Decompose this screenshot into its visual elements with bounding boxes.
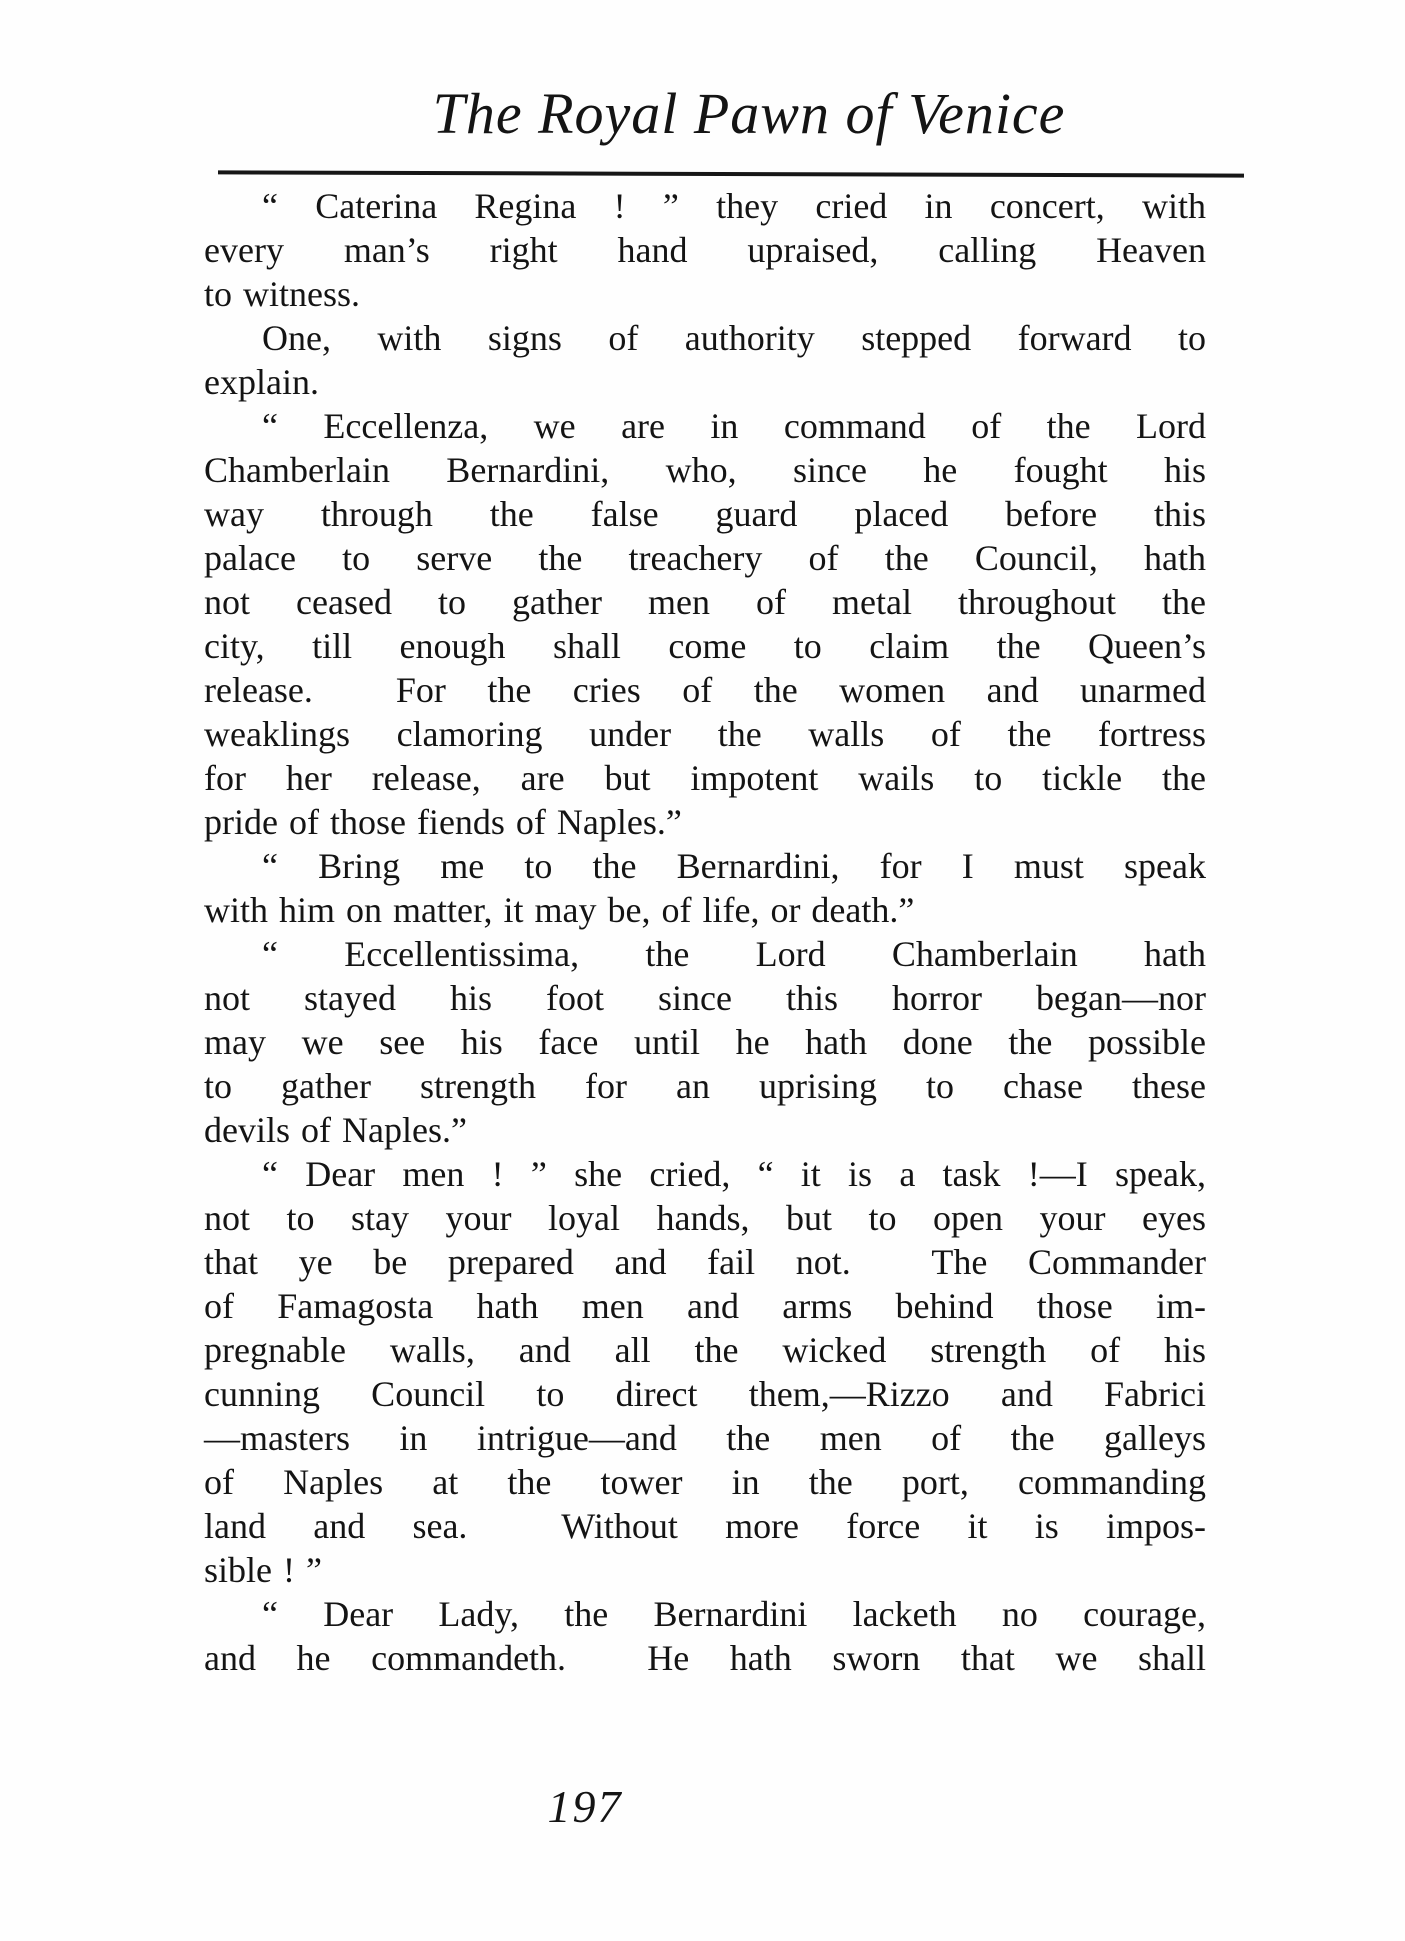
- text-line: “ Dear men ! ” she cried, “ it is a task !—I speak,: [262, 1154, 1206, 1194]
- paragraph: [204, 404, 1206, 844]
- text-line: not ceased to gather men of metal throughout the: [204, 582, 1206, 622]
- text-line: and he commandeth. He hath sworn that we shall: [204, 1638, 1206, 1678]
- text-line: weaklings clamoring under the walls of the fortress: [204, 714, 1206, 754]
- text-line: for her release, are but impotent wails to tickle the: [204, 758, 1206, 798]
- text-line: that ye be prepared and fail not. The Commander: [204, 1242, 1206, 1282]
- text-line: sible ! ”: [204, 1550, 322, 1590]
- body-text: [204, 184, 1206, 1680]
- text-line: pregnable walls, and all the wicked strength of his: [204, 1330, 1206, 1370]
- text-line: cunning Council to direct them,—Rizzo and Fabrici: [204, 1374, 1206, 1414]
- text-line: One, with signs of authority stepped forward to: [262, 318, 1206, 358]
- text-line: to witness.: [204, 274, 361, 314]
- paragraph: [204, 316, 1206, 404]
- text-line: not to stay your loyal hands, but to open your eyes: [204, 1198, 1206, 1238]
- paragraph: [204, 184, 1206, 316]
- text-line: devils of Naples.”: [204, 1110, 467, 1150]
- running-head-title: The Royal Pawn of Venice: [432, 81, 1066, 146]
- text-line: to gather strength for an uprising to chase these: [204, 1066, 1206, 1106]
- text-line: may we see his face until he hath done the possible: [204, 1022, 1206, 1062]
- paragraph: [204, 844, 1206, 932]
- text-line: explain.: [204, 362, 319, 402]
- text-line: palace to serve the treachery of the Council, hath: [204, 538, 1206, 578]
- text-line: “ Bring me to the Bernardini, for I must speak: [262, 846, 1206, 886]
- text-line: “ Eccellentissima, the Lord Chamberlain hath: [262, 934, 1206, 974]
- text-line: with him on matter, it may be, of life, or death.”: [204, 890, 915, 930]
- text-line: “ Eccellenza, we are in command of the Lord: [262, 406, 1206, 446]
- paragraph: [204, 932, 1206, 1152]
- paragraph: [204, 1152, 1206, 1592]
- text-line: “ Dear Lady, the Bernardini lacketh no courage,: [262, 1594, 1206, 1634]
- text-line: not stayed his foot since this horror began—nor: [204, 978, 1206, 1018]
- paragraph: [204, 1592, 1206, 1680]
- text-line: pride of those fiends of Naples.”: [204, 802, 682, 842]
- page-number: 197: [547, 1781, 623, 1832]
- text-line: “ Caterina Regina ! ” they cried in concert, with: [262, 186, 1206, 226]
- text-line: city, till enough shall come to claim the Queen’s: [204, 626, 1206, 666]
- text-line: land and sea. Without more force it is impos-: [204, 1506, 1206, 1546]
- text-line: of Naples at the tower in the port, commanding: [204, 1462, 1206, 1502]
- text-line: —masters in intrigue—and the men of the galleys: [204, 1418, 1206, 1458]
- text-line: of Famagosta hath men and arms behind those im-: [204, 1286, 1206, 1326]
- text-line: every man’s right hand upraised, calling Heaven: [204, 230, 1206, 270]
- text-line: release. For the cries of the women and unarmed: [204, 670, 1206, 710]
- header-rule: [218, 170, 1244, 177]
- text-line: way through the false guard placed before this: [204, 494, 1206, 534]
- text-line: Chamberlain Bernardini, who, since he fought his: [204, 450, 1206, 490]
